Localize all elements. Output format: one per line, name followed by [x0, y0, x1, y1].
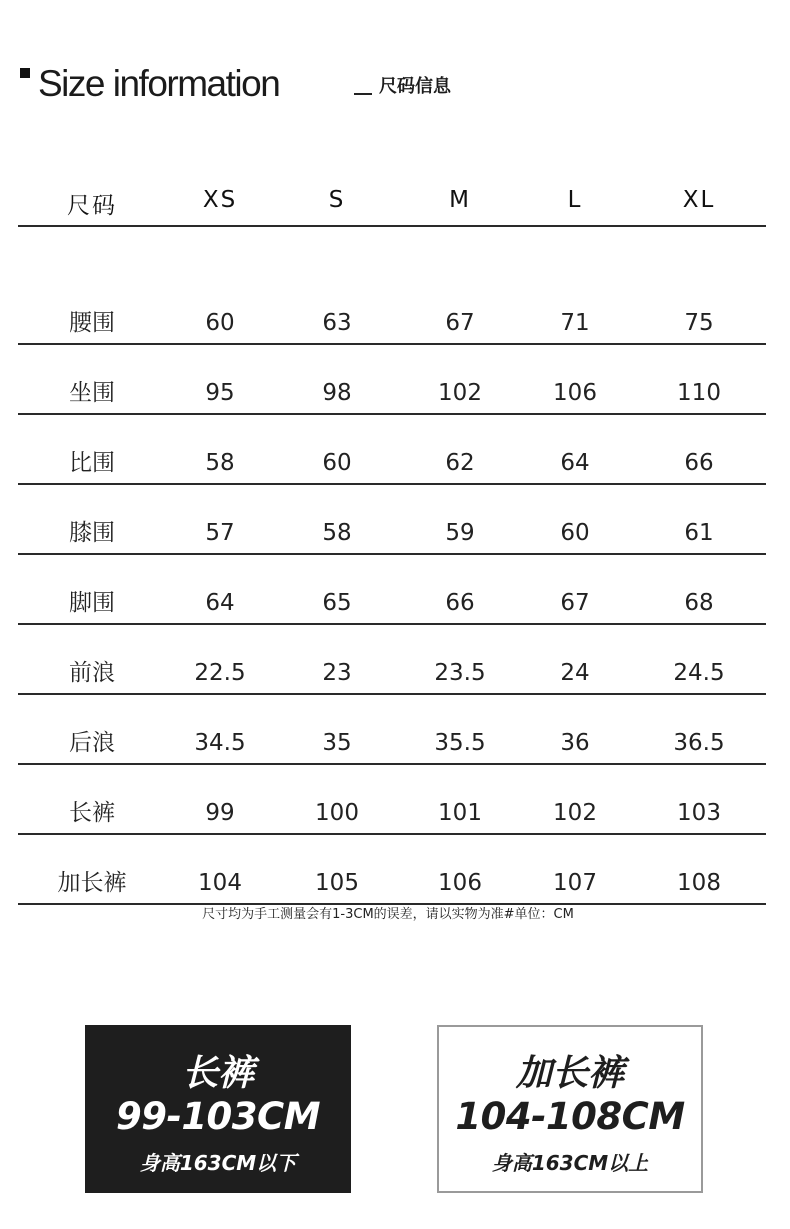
table-cell: 107	[553, 870, 597, 896]
table-cell: 102	[438, 380, 482, 406]
table-cell: 67	[445, 310, 475, 336]
card-height-note: 身高163CM以上	[491, 1151, 649, 1175]
column-header: M	[449, 187, 471, 213]
column-header: XL	[682, 187, 716, 213]
table-cell: 100	[315, 800, 359, 826]
card-name: 长裤	[181, 1053, 254, 1094]
row-label: 脚围	[69, 590, 115, 616]
regular-length-card	[85, 1025, 351, 1193]
table-cell: 57	[205, 520, 235, 546]
table-cell: 65	[322, 590, 352, 616]
table-cell: 95	[205, 380, 235, 406]
table-header-row	[18, 175, 766, 227]
column-header: 尺码	[67, 193, 117, 219]
page-title: Size information	[38, 63, 280, 104]
extra-length-card	[437, 1025, 703, 1193]
table-cell: 75	[684, 310, 714, 336]
table-cell: 104	[198, 870, 242, 896]
table-cell: 35	[322, 730, 352, 756]
table-cell: 60	[205, 310, 235, 336]
row-label: 坐围	[69, 380, 115, 406]
table-cell: 60	[322, 450, 352, 476]
page-subtitle: 尺码信息	[379, 76, 451, 97]
table-spacer	[18, 227, 766, 275]
table-cell: 34.5	[194, 730, 246, 756]
table-cell: 71	[560, 310, 590, 336]
table-row	[18, 555, 766, 625]
table-cell: 36.5	[673, 730, 725, 756]
table-cell: 102	[553, 800, 597, 826]
table-row	[18, 415, 766, 485]
table-row	[18, 765, 766, 835]
table-cell: 64	[205, 590, 235, 616]
table-cell: 110	[677, 380, 721, 406]
table-cell: 22.5	[194, 660, 246, 686]
table-cell: 61	[684, 520, 714, 546]
row-label: 腰围	[69, 310, 115, 336]
table-cell: 58	[205, 450, 235, 476]
table-cell: 68	[684, 590, 714, 616]
table-cell: 60	[560, 520, 590, 546]
row-label: 长裤	[69, 800, 115, 826]
table-cell: 66	[445, 590, 475, 616]
table-row	[18, 625, 766, 695]
column-header: XS	[202, 187, 238, 213]
title-divider	[354, 93, 372, 95]
column-header: L	[567, 187, 583, 213]
size-table	[18, 175, 766, 905]
square-bullet-icon	[20, 68, 30, 78]
card-length-range: 104-108CM	[455, 1095, 685, 1138]
card-height-note: 身高163CM以下	[139, 1151, 297, 1175]
measurement-note: 尺寸均为手工测量会有1-3CM的误差，请以实物为准#单位：CM	[202, 907, 574, 922]
table-cell: 36	[560, 730, 590, 756]
table-cell: 106	[438, 870, 482, 896]
table-cell: 98	[322, 380, 352, 406]
table-cell: 62	[445, 450, 475, 476]
table-cell: 24	[560, 660, 590, 686]
table-cell: 106	[553, 380, 597, 406]
table-row	[18, 345, 766, 415]
table-cell: 99	[205, 800, 235, 826]
table-cell: 35.5	[434, 730, 486, 756]
table-body	[18, 275, 766, 905]
card-name: 加长裤	[515, 1053, 624, 1094]
row-label: 后浪	[69, 730, 115, 756]
table-cell: 108	[677, 870, 721, 896]
table-cell: 23	[322, 660, 352, 686]
table-cell: 101	[438, 800, 482, 826]
table-cell: 67	[560, 590, 590, 616]
column-header: S	[328, 187, 346, 213]
table-row	[18, 835, 766, 905]
table-cell: 103	[677, 800, 721, 826]
row-label: 膝围	[69, 520, 115, 546]
card-length-range: 99-103CM	[115, 1095, 321, 1138]
table-cell: 58	[322, 520, 352, 546]
table-row	[18, 695, 766, 765]
row-label: 加长裤	[57, 870, 127, 896]
table-row	[18, 485, 766, 555]
table-cell: 66	[684, 450, 714, 476]
table-cell: 105	[315, 870, 359, 896]
table-cell: 63	[322, 310, 352, 336]
table-cell: 23.5	[434, 660, 486, 686]
table-cell: 64	[560, 450, 590, 476]
row-label: 前浪	[69, 660, 115, 686]
table-cell: 24.5	[673, 660, 725, 686]
table-row	[18, 275, 766, 345]
table-cell: 59	[445, 520, 475, 546]
row-label: 比围	[69, 450, 115, 476]
